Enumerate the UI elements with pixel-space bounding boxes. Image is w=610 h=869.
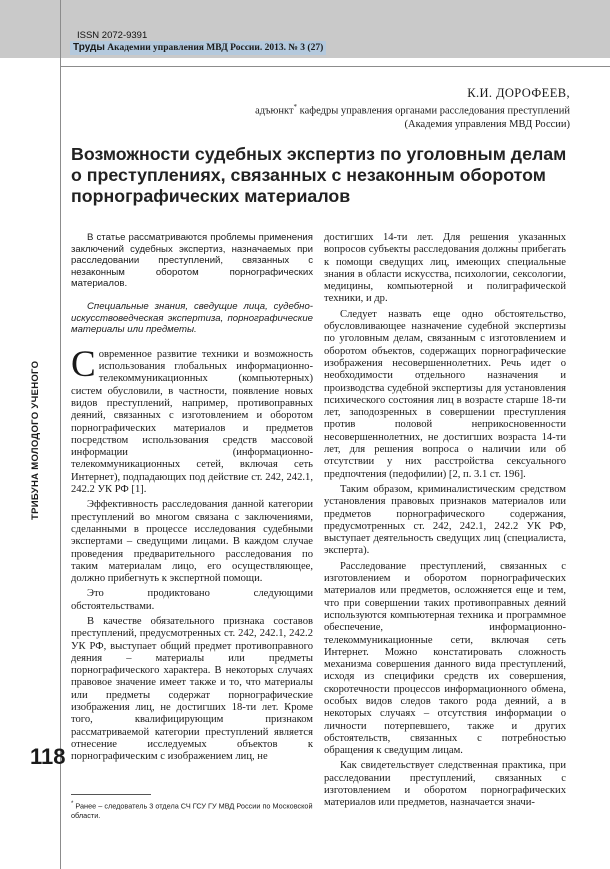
- footnote-marker: *: [293, 103, 298, 111]
- left-margin-rule: [60, 0, 61, 869]
- author-position: [255, 101, 570, 118]
- journal-details: Академии управления МВД России. 2013. № 3 (27): [107, 43, 324, 53]
- article-title: Возможности судебных экспертиз по уголовным делам о преступлениях, связанных с незаконным оборотом порнографических материалов: [71, 144, 567, 206]
- paragraph-text: овременное развитие техники и возможность использования глобальных информационно-телекоммуникационных (компьютерных) систем обусловили, в частности, появление новых видов преступлений, например, противоправных деяний, связанных с изготовлением и оборотом порнографических материалов и предметов посредством использования средств массовой информации (информационно-телекоммуникационных сетей, включая сеть Интернет), подпадающих под действие ст. 242, 242.1, 242.2 УК РФ [1].: [71, 348, 313, 496]
- abstract: В статье рассматриваются проблемы применения заключений судебных экспертиз, назначаемых при расследовании преступлений, связанных с незаконным оборотом порнографических материалов.: [71, 232, 313, 290]
- page-number: 118: [30, 744, 66, 769]
- author-position-a: адъюнкт: [255, 105, 294, 117]
- author-name: К.И. ДОРОФЕЕВ,: [467, 86, 570, 100]
- left-column: [71, 232, 313, 764]
- paragraph: Как свидетельствует следственная практика, при расследовании преступлений, связанных с изготовлением и оборотом порнографических материалов или предметов, назначается значи-: [324, 760, 566, 809]
- paragraph: [71, 343, 313, 497]
- footnote-rule: [71, 794, 151, 795]
- paragraph: Расследование преступлений, связанных с изготовлением и оборотом порнографических материалов или предметов, осложняется еще и тем, что при совершении таких противоправных деяний используются компьютерная техника и программное обеспечение, информационно-телекоммуникационные сети, включая сеть Интернет. Можно констатировать сложность механизма совершения данного вида преступлений, исходя из специфики средств их совершения, скоротечности процессов информационного обмена, особых видов следов такого рода деяний, а в некоторых случаях – отсутствия информации о личности потерпевшего, также и других обстоятельств, связанных с потребностью обращения к сведущим лицам.: [324, 560, 566, 757]
- author-affiliation: (Академия управления МВД России): [404, 118, 570, 130]
- paragraph: достигших 14-ти лет. Для решения указанных вопросов субъекты расследования должны прибегать к помощи сведущих лиц, имеющих специальные знания в области искусства, психологии, сексологии, медицины, компьютерной и полиграфической техники, и др.: [324, 232, 566, 305]
- section-name: ТРИБУНА МОЛОДОГО УЧЕНОГО: [30, 360, 41, 520]
- issn: ISSN 2072-9391: [77, 30, 148, 41]
- paragraph: Следует назвать еще одно обстоятельство, обусловливающее назначение судебной экспертизы по уголовным делам, связанным с изготовлением и оборотом объектов, содержащих порнографические изображения несовершеннолетних. Речь идет о необходимости отдельного назначения и производства судебной экспертизы для установления психического состояния лиц в возрасте старше 18-ти лет, заподозренных в совершении преступления против половой неприкосновенности несовершеннолетних, не достигших возраста 14-ти лет, для решения вопроса о наличии или об отсутствии у них расстройства сексуального предпочтения (педофилии) [2, п. 3.1 ст. 196].: [324, 308, 566, 480]
- right-column: [324, 232, 566, 810]
- footnote-text: Ранее – следователь 3 отдела СЧ ГСУ ГУ МВД России по Московской области.: [71, 801, 313, 820]
- author-block: [255, 86, 570, 131]
- paragraph: В качестве обязательного признака составов преступлений, предусмотренных ст. 242, 242.1, 242.2 УК РФ, выступает общий предмет противоправного деяния – материалы или предметы порнографического характера. В некоторых случаях правовое значение имеет также и то, что материалы или предметы содержат порнографические изображения лиц, не достигших 18-ти лет. Кроме того, квалифицирующим признаком рассматриваемой категории преступлений является отнесение исследуемых объектов к порнографическим с изображением лиц, не: [71, 615, 313, 763]
- footnote: [71, 800, 321, 820]
- paragraph: Это продиктовано следующими обстоятельствами.: [71, 588, 313, 612]
- author-position-b: кафедры управления органами расследования преступлений: [297, 105, 570, 117]
- keywords: Специальные знания, сведущие лица, судебно-искусствоведческая экспертиза, порнографические материалы или предметы.: [71, 300, 313, 336]
- header-rule: [60, 66, 610, 67]
- drop-cap: С: [71, 343, 96, 385]
- paragraph: Эффективность расследования данной категории преступлений во многом связана с заключениями, сделанными в процессе исследования судебными экспертами – сведущими лицами. В каждом случае проведения предварительного расследования по таким материалам лицо, его осуществляющее, должно прибегнуть к экспертной помощи.: [71, 499, 313, 585]
- journal-word: Труды: [73, 42, 105, 53]
- paragraph: Таким образом, криминалистическим средством установления правовых признаков материалов или предметов порнографического содержания, предусмотренных ст. 242, 242.1, 242.2 УК РФ, выступает деятельность сведущих лиц (специалиста, эксперта).: [324, 483, 566, 557]
- journal-reference: [70, 41, 326, 55]
- footnote-mark: *: [71, 801, 74, 807]
